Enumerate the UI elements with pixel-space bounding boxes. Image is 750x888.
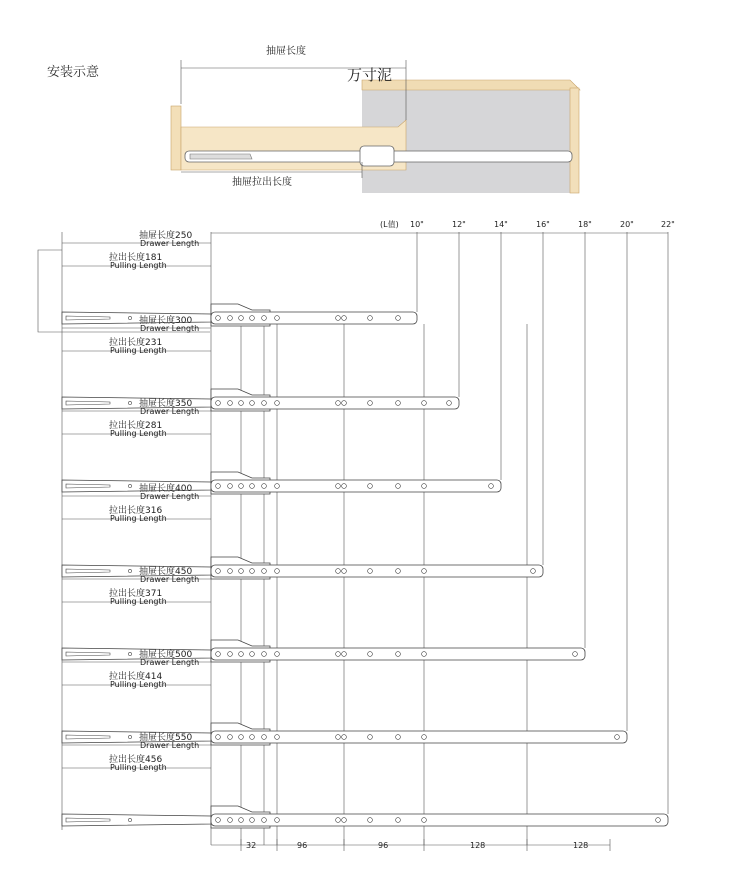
rail-hole: [239, 735, 244, 740]
rail-hole: [342, 652, 347, 657]
rail-hole: [216, 569, 221, 574]
rail-hole: [275, 652, 280, 657]
rail-hole: [275, 484, 280, 489]
drawer-length-value: 抽屉长度550: [139, 733, 193, 743]
rail-hole: [336, 484, 341, 489]
drawer-length-value: 抽屉长度500: [139, 650, 193, 660]
rail-hole: [368, 569, 373, 574]
pulling-length-value: 拉出长度281: [109, 421, 163, 431]
pulling-length-value: 拉出长度316: [109, 506, 163, 516]
rail-outer-member: [211, 731, 627, 743]
rail-hole: [216, 484, 221, 489]
rail-hole: [250, 316, 255, 321]
rail-hole: [368, 401, 373, 406]
rail-hole: [216, 652, 221, 657]
rail-outer-member: [211, 565, 543, 577]
pulling-length-label: 抽屉拉出长度: [232, 177, 292, 188]
pulling-length-en-label: Pulling Length: [110, 346, 167, 355]
rail-hole: [275, 316, 280, 321]
rail-end-hole: [531, 569, 536, 574]
rail-hole: [250, 569, 255, 574]
slide-inner-member: [190, 154, 252, 159]
drawer-length-label: 抽屉长度: [266, 46, 306, 57]
rail-hole: [422, 735, 427, 740]
rail-hole: [396, 401, 401, 406]
rail-hole: [275, 569, 280, 574]
rail-hole: [216, 401, 221, 406]
rail-hole: [275, 818, 280, 823]
rail-hole: [239, 484, 244, 489]
rail-hole: [216, 818, 221, 823]
rail-end-hole: [447, 401, 452, 406]
pulling-length-value: 拉出长度371: [109, 589, 163, 599]
size-tick-label: 20": [620, 220, 634, 229]
rail-hole: [262, 484, 267, 489]
pulling-length-en-label: Pulling Length: [110, 514, 167, 523]
rail-hole: [250, 652, 255, 657]
rail-hole: [342, 818, 347, 823]
hole-spacing-label: 96: [378, 841, 389, 850]
rail-end-hole: [615, 735, 620, 740]
drawer-length-value: 抽屉长度400: [139, 484, 193, 494]
size-tick-label: 14": [494, 220, 508, 229]
rail-hole: [262, 735, 267, 740]
drawer-length-en-label: Drawer Length: [140, 741, 200, 750]
hole-spacing-label: 32: [246, 841, 257, 850]
rail-hole: [422, 401, 427, 406]
size-tick-label: 12": [452, 220, 466, 229]
pulling-length-value: 拉出长度231: [109, 338, 163, 348]
pulling-length-value: 拉出长度181: [109, 253, 163, 263]
slide-bracket: [360, 146, 394, 166]
rail-hole: [422, 818, 427, 823]
rail-end-hole: [573, 652, 578, 657]
pulling-length-en-label: Pulling Length: [110, 429, 167, 438]
rail-hole: [396, 484, 401, 489]
rail-hole: [250, 484, 255, 489]
rail-hole: [396, 569, 401, 574]
drawer-length-value: 抽屉长度450: [139, 567, 193, 577]
page-title: 安装示意: [47, 65, 100, 80]
l-value-label: (L值): [380, 220, 399, 229]
drawer-back-panel: [171, 106, 181, 170]
rail-hole: [250, 401, 255, 406]
rail-hole: [368, 484, 373, 489]
cabinet-front-edge: [570, 88, 579, 193]
rail-hole: [239, 316, 244, 321]
pulling-length-value: 拉出长度456: [109, 755, 163, 765]
rail-hole: [342, 569, 347, 574]
rail-hole: [228, 569, 233, 574]
rail-hole: [239, 569, 244, 574]
rail-hole: [368, 818, 373, 823]
rail-hole: [262, 316, 267, 321]
rail-hole: [250, 818, 255, 823]
rail-hole: [228, 652, 233, 657]
drawer-length-en-label: Drawer Length: [140, 492, 200, 501]
rail-hole: [422, 569, 427, 574]
rail-hole: [239, 818, 244, 823]
rail-hole: [396, 735, 401, 740]
drawer-length-en-label: Drawer Length: [140, 658, 200, 667]
rail-hole: [239, 401, 244, 406]
drawer-length-en-label: Drawer Length: [140, 575, 200, 584]
pulling-length-en-label: Pulling Length: [110, 597, 167, 606]
drawer-length-value: 抽屉长度350: [139, 399, 193, 409]
rail-hole: [275, 735, 280, 740]
rail-hole: [262, 652, 267, 657]
brand-watermark: 万寸泥: [347, 66, 393, 84]
rail-hole: [336, 652, 341, 657]
cabinet-top-edge: [362, 80, 580, 90]
rail-hole: [342, 316, 347, 321]
rail-hole: [228, 316, 233, 321]
rail-hole: [342, 484, 347, 489]
rail-hole: [396, 652, 401, 657]
rail-hole: [262, 818, 267, 823]
rail-hole: [228, 401, 233, 406]
rail-hole: [422, 652, 427, 657]
rail-hole: [262, 401, 267, 406]
rail-hole: [336, 735, 341, 740]
drawer-length-en-label: Drawer Length: [140, 407, 200, 416]
pulling-length-en-label: Pulling Length: [110, 261, 167, 270]
rail-hole: [228, 735, 233, 740]
rail-hole: [342, 401, 347, 406]
rail-inner-member: [62, 814, 211, 826]
pulling-length-value: 拉出长度414: [109, 672, 163, 682]
size-tick-label: 16": [536, 220, 550, 229]
pulling-length-en-label: Pulling Length: [110, 680, 167, 689]
rail-hole: [239, 652, 244, 657]
rail-hole: [396, 818, 401, 823]
size-tick-label: 10": [410, 220, 424, 229]
rail-hole: [396, 316, 401, 321]
drawer-length-en-label: Drawer Length: [140, 239, 200, 248]
rail-hole: [368, 316, 373, 321]
drawer-length-value: 抽屉长度250: [139, 231, 193, 241]
rail-hole: [336, 316, 341, 321]
rail-end-hole: [489, 484, 494, 489]
rail-hole: [250, 735, 255, 740]
pulling-length-en-label: Pulling Length: [110, 763, 167, 772]
rail-hole: [228, 484, 233, 489]
rail-hole: [228, 818, 233, 823]
size-tick-label: 18": [578, 220, 592, 229]
rail-hole: [216, 735, 221, 740]
rail-hole: [336, 401, 341, 406]
drawer-length-value: 抽屉长度300: [139, 316, 193, 326]
rail-hole: [336, 818, 341, 823]
rail-end-hole: [656, 818, 661, 823]
drawer-length-en-label: Drawer Length: [140, 324, 200, 333]
rail-hole: [216, 316, 221, 321]
hole-spacing-label: 128: [573, 841, 589, 850]
rail-hole: [262, 569, 267, 574]
hole-spacing-label: 96: [297, 841, 308, 850]
size-tick-label: 22": [661, 220, 675, 229]
rail-hole: [342, 735, 347, 740]
rail-hole: [368, 652, 373, 657]
hole-spacing-label: 128: [470, 841, 486, 850]
rail-hole: [368, 735, 373, 740]
rail-hole: [275, 401, 280, 406]
rail-hole: [422, 484, 427, 489]
rail-hole: [336, 569, 341, 574]
